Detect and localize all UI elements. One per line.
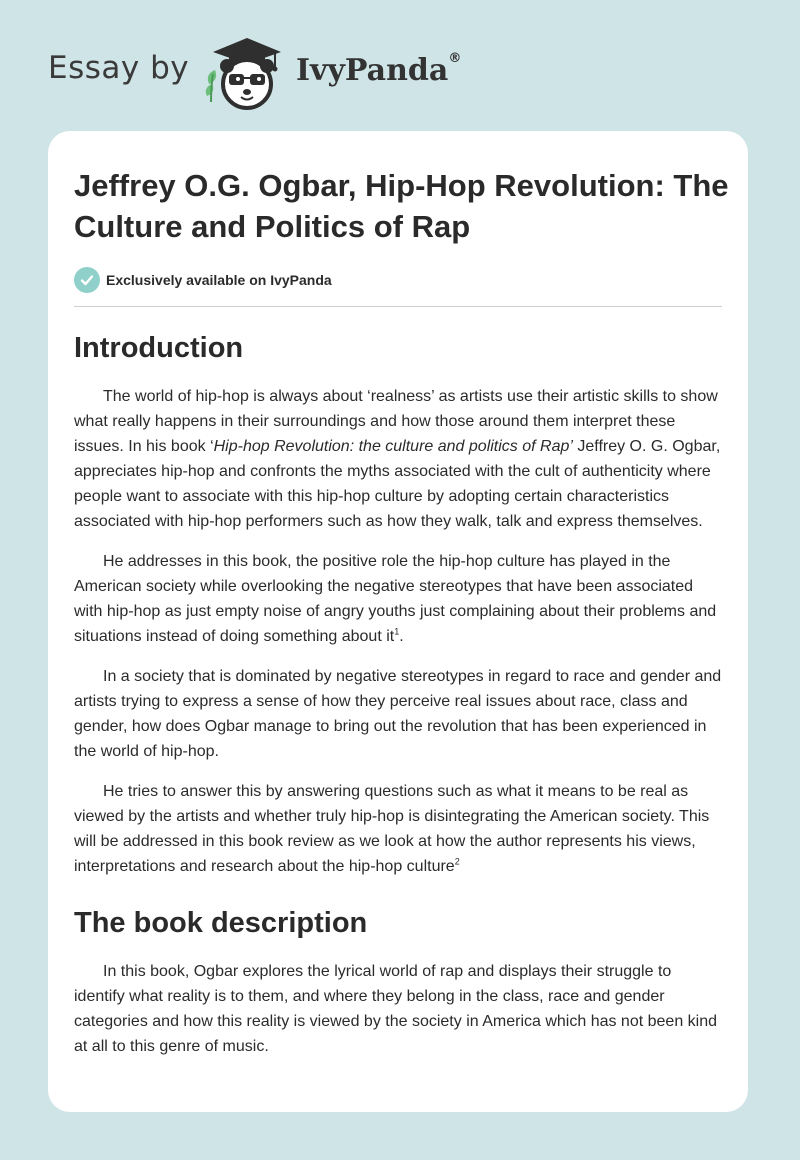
essay-title: Jeffrey O.G. Ogbar, Hip-Hop Revolution: The Culture and Politics of Rap: [74, 168, 729, 244]
section-body-introduction: [74, 384, 722, 879]
paragraph-text: In a society that is dominated by negative stereotypes in regard to race and gender and artists trying to express a sense of how they perceive real issues about race, class and gender, how does Ogbar manage to bring out the revolution that has been experienced in the world of hip-hop.: [74, 668, 722, 760]
site-header: [0, 0, 800, 130]
brand-name[interactable]: [296, 53, 461, 88]
essay-card: [48, 131, 748, 1112]
footnote-ref[interactable]: 1: [394, 626, 400, 637]
paragraph-text: The world of hip-hop is always about ‘realness’ as artists use their artistic skills to show what really happens in their surroundings and how those around them interpret these issues. In his book ‘: [74, 388, 718, 455]
paragraph-text: Jeffrey O. G. Ogbar, appreciates hip-hop and confronts the myths associated with the cult of authenticity where people want to associate with this hip-hop culture by adopting certain characteristics associated with hip-hop performers such as how they walk, talk and express themselves.: [74, 438, 721, 530]
panda-logo-icon[interactable]: [203, 34, 291, 110]
exclusive-label: Exclusively available on IvyPanda: [106, 272, 332, 288]
section-body-book-description: [74, 959, 722, 1059]
paragraph-text: In this book, Ogbar explores the lyrical world of rap and displays their struggle to identify what reality is to them, and where they belong in the class, race and gender categories and how this reality is viewed by the society in America which has not been kind at all to this genre of music.: [74, 963, 718, 1055]
paragraph: [74, 549, 724, 649]
registered-mark: ®: [448, 51, 462, 66]
paragraph: [74, 384, 724, 534]
footnote-ref[interactable]: 2: [454, 856, 460, 867]
essay-by-label: Essay by: [48, 50, 190, 86]
paragraph: [74, 779, 724, 879]
check-icon: [74, 267, 100, 293]
paragraph-text: .: [399, 628, 404, 645]
book-title-emphasis: Hip-hop Revolution: the culture and politics of Rap’: [213, 438, 573, 455]
divider: [74, 306, 722, 307]
exclusive-badge: [74, 267, 722, 293]
paragraph: [74, 959, 724, 1059]
paragraph-text: He tries to answer this by answering questions such as what it means to be real as viewed by the artists and whether truly hip-hop is disintegrating the American society. This will be addressed in this book review as we look at how the author represents his views, interpretations and research about the hip-hop culture: [74, 783, 710, 875]
paragraph-text: He addresses in this book, the positive role the hip-hop culture has played in the American society while overlooking the negative stereotypes that have been associated with hip-hop as just empty noise of angry youths just complaining about their problems and situations instead of doing something about it: [74, 553, 717, 645]
brand-text: IvyPanda: [296, 53, 449, 88]
section-heading-introduction: Introduction: [74, 332, 244, 364]
section-heading-book-description: The book description: [74, 907, 368, 939]
paragraph: [74, 664, 724, 764]
